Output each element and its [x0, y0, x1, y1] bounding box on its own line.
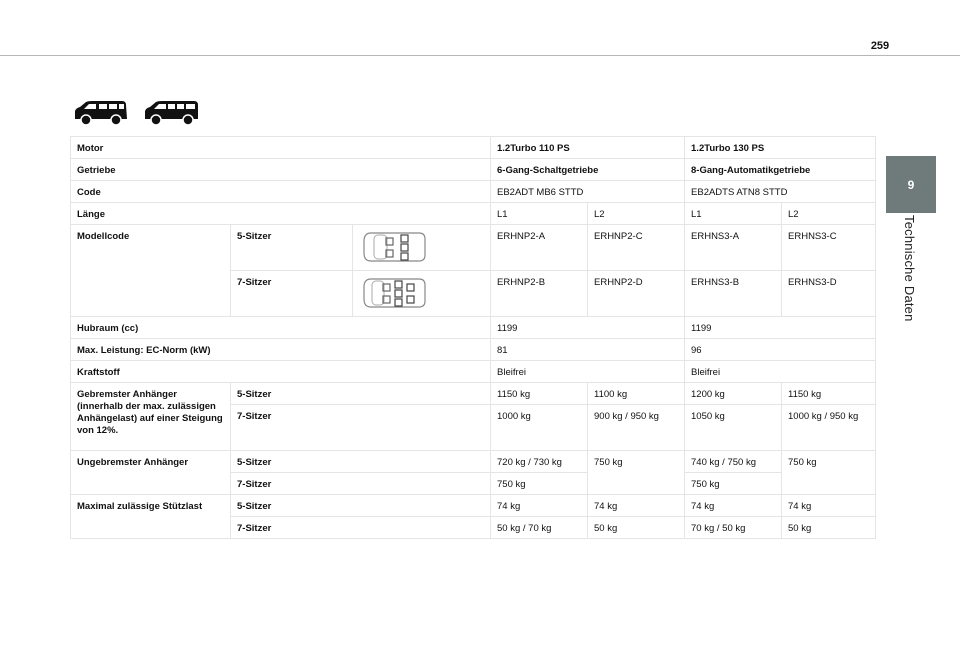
sub-label: 7-Sitzer	[231, 517, 491, 539]
cell: 740 kg / 750 kg	[685, 451, 782, 473]
sub-label: 7-Sitzer	[231, 405, 491, 451]
cell: ERHNS3-D	[782, 271, 876, 317]
sub-label: 5-Sitzer	[231, 225, 353, 271]
row-label: Ungebremster Anhänger	[71, 451, 231, 495]
table-row	[71, 383, 876, 405]
row-label: Kraftstoff	[71, 361, 491, 383]
seat-cell	[353, 271, 491, 317]
row-label: Code	[71, 181, 491, 203]
cell: 1100 kg	[588, 383, 685, 405]
cell: 74 kg	[685, 495, 782, 517]
page-number: 259	[870, 40, 890, 52]
cell: 1.2Turbo 130 PS	[685, 137, 876, 159]
row-label: Getriebe	[71, 159, 491, 181]
table-row	[71, 317, 876, 339]
cell: 720 kg / 730 kg	[491, 451, 588, 473]
cell: 1000 kg / 950 kg	[782, 405, 876, 451]
cell: 1050 kg	[685, 405, 782, 451]
table-row	[71, 495, 876, 517]
cell: L1	[491, 203, 588, 225]
cell: 50 kg	[588, 517, 685, 539]
cell: ERHNP2-C	[588, 225, 685, 271]
cell: Bleifrei	[491, 361, 685, 383]
cell: ERHNS3-C	[782, 225, 876, 271]
cell: 96	[685, 339, 876, 361]
row-label: Max. Leistung: EC-Norm (kW)	[71, 339, 491, 361]
cell: ERHNP2-A	[491, 225, 588, 271]
cell: 74 kg	[588, 495, 685, 517]
row-label: Länge	[71, 203, 491, 225]
cell: 50 kg	[782, 517, 876, 539]
cell: EB2ADTS ATN8 STTD	[685, 181, 876, 203]
cell: EB2ADT MB6 STTD	[491, 181, 685, 203]
van-long-icon	[143, 99, 199, 127]
cell: 1150 kg	[782, 383, 876, 405]
cell: 1000 kg	[491, 405, 588, 451]
technical-data-table	[70, 136, 876, 539]
cell: ERHNP2-B	[491, 271, 588, 317]
table-row	[71, 181, 876, 203]
chapter-label: Technische Daten	[902, 215, 917, 322]
cell: 900 kg / 950 kg	[588, 405, 685, 451]
sub-label: 7-Sitzer	[231, 271, 353, 317]
seat-cell	[353, 225, 491, 271]
cell: L1	[685, 203, 782, 225]
cell: 750 kg	[782, 451, 876, 495]
row-label: Hubraum (cc)	[71, 317, 491, 339]
cell: 70 kg / 50 kg	[685, 517, 782, 539]
cell: 1199	[685, 317, 876, 339]
cell: L2	[782, 203, 876, 225]
chapter-number: 9	[907, 177, 915, 192]
table-row	[71, 339, 876, 361]
cell: 750 kg	[588, 451, 685, 495]
seat-layout-7-icon	[361, 275, 427, 311]
table-row	[71, 159, 876, 181]
table-row	[71, 451, 876, 473]
row-label: Modellcode	[71, 225, 231, 317]
cell: ERHNS3-B	[685, 271, 782, 317]
table-row	[71, 203, 876, 225]
row-label: Maximal zulässige Stützlast	[71, 495, 231, 539]
cell: 750 kg	[491, 473, 588, 495]
cell: ERHNP2-D	[588, 271, 685, 317]
cell: 1.2Turbo 110 PS	[491, 137, 685, 159]
cell: 50 kg / 70 kg	[491, 517, 588, 539]
cell: ERHNS3-A	[685, 225, 782, 271]
cell: 1200 kg	[685, 383, 782, 405]
header-rule	[0, 55, 960, 56]
sub-label: 5-Sitzer	[231, 451, 491, 473]
seat-layout-5-icon	[361, 229, 427, 265]
sub-label: 5-Sitzer	[231, 495, 491, 517]
cell: 8-Gang-Automatikgetriebe	[685, 159, 876, 181]
cell: 81	[491, 339, 685, 361]
cell: 1150 kg	[491, 383, 588, 405]
chapter-tab[interactable]	[886, 156, 936, 213]
cell: L2	[588, 203, 685, 225]
cell: 74 kg	[491, 495, 588, 517]
row-label: Gebremster Anhänger (innerhalb der max. zulässigen Anhängelast) auf einer Steigung von 12%.	[71, 383, 231, 451]
cell: Bleifrei	[685, 361, 876, 383]
cell: 6-Gang-Schaltgetriebe	[491, 159, 685, 181]
sub-label: 7-Sitzer	[231, 473, 491, 495]
sub-label: 5-Sitzer	[231, 383, 491, 405]
row-label: Motor	[71, 137, 491, 159]
cell: 1199	[491, 317, 685, 339]
cell: 74 kg	[782, 495, 876, 517]
table-row	[71, 361, 876, 383]
table-row	[71, 137, 876, 159]
cell: 750 kg	[685, 473, 782, 495]
table-row	[71, 225, 876, 271]
van-short-icon	[72, 99, 128, 127]
